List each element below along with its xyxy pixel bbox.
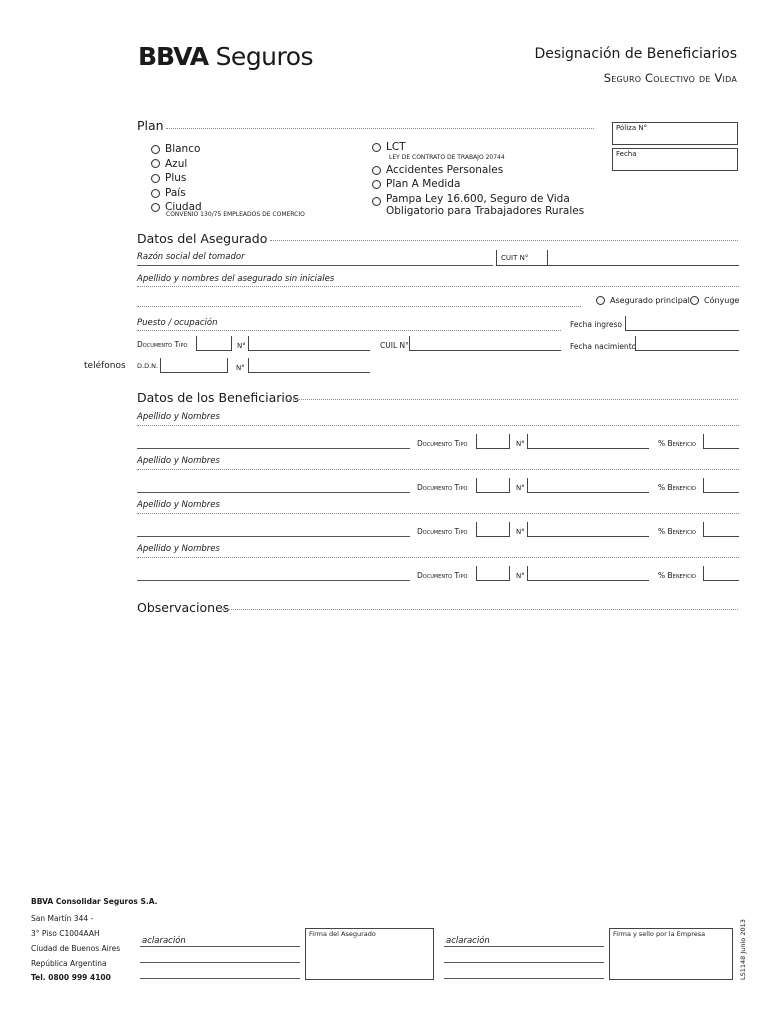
documento-numero-label: N° <box>237 342 246 350</box>
beneficiario-4-doc-tipo-label: Documento Tipo <box>417 571 468 580</box>
beneficiario-3-doc-tipo-label: Documento Tipo <box>417 527 468 536</box>
documento-tipo-label: Documento Tipo <box>137 340 188 349</box>
aclaracion-empresa-label: aclaración <box>446 936 490 946</box>
beneficiario-4-apellido-label: Apellido y Nombres <box>137 544 220 554</box>
telefonos-label: teléfonos <box>84 361 126 371</box>
ddn-label: D.D.N. <box>137 362 159 370</box>
plan-option-pampa[interactable]: Pampa Ley 16.600, Seguro de Vida Obligatorio para Trabajadores Rurales <box>372 193 584 217</box>
radio-icon <box>151 145 160 154</box>
firma-asegurado-label: Firma del Asegurado <box>309 930 376 938</box>
plan-option-a-medida[interactable]: Plan A Medida <box>372 178 460 190</box>
ciudad-note: CONVENIO 130/75 EMPLEADOS DE COMERCIO <box>166 211 305 218</box>
footer-company: BBVA Consolidar Seguros S.A. <box>31 897 158 906</box>
aclaracion-empresa-line-2[interactable] <box>444 962 604 963</box>
fecha-field[interactable] <box>612 148 738 171</box>
radio-icon <box>151 159 160 168</box>
plan-option-plus[interactable]: Plus <box>151 171 202 186</box>
radio-icon <box>151 174 160 183</box>
asegurado-principal-option[interactable]: Asegurado principal <box>596 296 690 305</box>
fecha-label: Fecha <box>616 150 637 158</box>
beneficiario-3-nombre-input[interactable] <box>137 536 410 537</box>
beneficiario-4-dotted-line <box>137 557 739 558</box>
beneficiario-4-nombre-input[interactable] <box>137 580 410 581</box>
cuit-label: CUIT N° <box>501 254 529 262</box>
aclaracion-asegurado-line-3[interactable] <box>140 978 300 979</box>
aclaracion-empresa-line-3[interactable] <box>444 978 604 979</box>
fecha-ingreso-input[interactable] <box>625 316 739 331</box>
beneficiario-1-nombre-input[interactable] <box>137 448 410 449</box>
poliza-field[interactable] <box>612 122 738 145</box>
plan-dotted-line <box>166 128 594 129</box>
radio-icon <box>151 203 160 212</box>
beneficiario-3-dotted-line <box>137 513 739 514</box>
beneficiario-1-beneficio-label: % Beneficio <box>658 439 696 448</box>
beneficiario-2-doc-tipo-input[interactable] <box>476 478 510 493</box>
beneficiario-4-beneficio-input[interactable] <box>703 566 739 581</box>
footer-city: Ciudad de Buenos Aires <box>31 944 121 953</box>
document-title: Designación de Beneficiarios <box>534 46 737 62</box>
conyuge-option[interactable]: Cónyuge <box>690 296 739 305</box>
aclaracion-asegurado-label: aclaración <box>142 936 186 946</box>
plan-option-lct[interactable]: LCT <box>372 141 406 153</box>
beneficiarios-dotted-line <box>286 399 738 400</box>
razon-social-input[interactable] <box>137 265 493 266</box>
aclaracion-empresa-line-1[interactable] <box>444 946 604 947</box>
brand-bold: BBVA <box>138 42 209 71</box>
telefono-numero-label: N° <box>236 364 245 372</box>
plan-option-azul[interactable]: Azul <box>151 157 202 172</box>
firma-empresa-box[interactable] <box>609 928 733 980</box>
beneficiario-2-beneficio-label: % Beneficio <box>658 483 696 492</box>
fecha-ingreso-label: Fecha ingreso <box>570 320 623 329</box>
asegurado-dotted-line <box>270 240 738 241</box>
firma-empresa-label: Firma y sello por la Empresa <box>613 930 706 938</box>
plan-option-accidentes[interactable]: Accidentes Personales <box>372 164 503 176</box>
radio-icon <box>372 143 381 152</box>
beneficiario-1-beneficio-input[interactable] <box>703 434 739 449</box>
razon-social-label: Razón social del tomador <box>137 252 245 262</box>
beneficiario-4-numero-label: N° <box>516 572 525 580</box>
brand-logo <box>138 42 313 71</box>
aclaracion-asegurado-line-2[interactable] <box>140 962 300 963</box>
beneficiario-3-beneficio-label: % Beneficio <box>658 527 696 536</box>
beneficiario-1-numero-input[interactable] <box>527 434 649 449</box>
fecha-nacimiento-input[interactable] <box>635 336 739 351</box>
beneficiario-2-nombre-input[interactable] <box>137 492 410 493</box>
side-document-code: LS1148 Junio 2013 <box>739 919 747 980</box>
apellido-dotted-line <box>137 286 739 287</box>
puesto-input-line[interactable] <box>137 330 561 331</box>
documento-tipo-input[interactable] <box>196 336 232 351</box>
beneficiario-2-beneficio-input[interactable] <box>703 478 739 493</box>
beneficiario-2-dotted-line <box>137 469 739 470</box>
radio-icon <box>690 296 699 305</box>
radio-icon <box>151 189 160 198</box>
documento-numero-input[interactable] <box>248 336 370 351</box>
cuil-input[interactable] <box>409 336 561 351</box>
telefono-numero-input[interactable] <box>248 358 370 373</box>
footer-phone: Tel. 0800 999 4100 <box>31 973 111 982</box>
brand-rest: Seguros <box>215 42 314 71</box>
beneficiario-1-apellido-label: Apellido y Nombres <box>137 412 220 422</box>
fecha-nacimiento-label: Fecha nacimiento <box>570 342 637 351</box>
radio-icon <box>372 180 381 189</box>
radio-icon <box>372 166 381 175</box>
beneficiario-3-apellido-label: Apellido y Nombres <box>137 500 220 510</box>
beneficiario-4-beneficio-label: % Beneficio <box>658 571 696 580</box>
beneficiario-2-numero-label: N° <box>516 484 525 492</box>
beneficiario-3-numero-label: N° <box>516 528 525 536</box>
footer-address-1: San Martín 344 - <box>31 914 94 923</box>
plan-title: Plan <box>137 118 164 133</box>
beneficiario-1-doc-tipo-label: Documento Tipo <box>417 439 468 448</box>
observaciones-title: Observaciones <box>137 600 230 615</box>
document-subtitle: Seguro Colectivo de Vida <box>603 71 737 85</box>
beneficiario-2-numero-input[interactable] <box>527 478 649 493</box>
apellido-asegurado-label: Apellido y nombres del asegurado sin iniciales <box>137 274 335 284</box>
lct-note: LEY DE CONTRATO DE TRABAJO 20744 <box>389 154 505 161</box>
puesto-label: Puesto / ocupación <box>137 318 218 328</box>
beneficiario-2-doc-tipo-label: Documento Tipo <box>417 483 468 492</box>
cuil-label: CUIL N° <box>380 341 409 350</box>
radio-icon <box>596 296 605 305</box>
beneficiario-2-apellido-label: Apellido y Nombres <box>137 456 220 466</box>
plan-option-pais[interactable]: País <box>151 186 202 201</box>
plan-option-ciudad[interactable]: Ciudad <box>151 200 202 215</box>
observaciones-dotted-line <box>222 609 738 610</box>
cuit-field[interactable] <box>496 250 739 266</box>
firma-asegurado-box[interactable] <box>305 928 434 980</box>
beneficiario-1-dotted-line <box>137 425 739 426</box>
beneficiario-1-doc-tipo-input[interactable] <box>476 434 510 449</box>
plan-option-blanco[interactable]: Blanco <box>151 142 202 157</box>
beneficiarios-title: Datos de los Beneficiarios <box>137 390 300 405</box>
beneficiario-4-doc-tipo-input[interactable] <box>476 566 510 581</box>
observaciones-area[interactable] <box>137 618 739 888</box>
aclaracion-asegurado-line-1[interactable] <box>140 946 300 947</box>
beneficiario-1-numero-label: N° <box>516 440 525 448</box>
poliza-label: Póliza N° <box>616 124 648 132</box>
beneficiario-4-numero-input[interactable] <box>527 566 649 581</box>
footer-country: República Argentina <box>31 959 107 968</box>
beneficiario-3-numero-input[interactable] <box>527 522 649 537</box>
radio-icon <box>372 197 381 206</box>
apellido-input-line[interactable] <box>137 306 581 307</box>
plan-left-options <box>151 142 202 215</box>
footer-address-2: 3° Piso C1004AAH <box>31 929 100 938</box>
ddn-input[interactable] <box>160 358 228 373</box>
beneficiario-3-beneficio-input[interactable] <box>703 522 739 537</box>
beneficiario-3-doc-tipo-input[interactable] <box>476 522 510 537</box>
asegurado-title: Datos del Asegurado <box>137 231 268 246</box>
